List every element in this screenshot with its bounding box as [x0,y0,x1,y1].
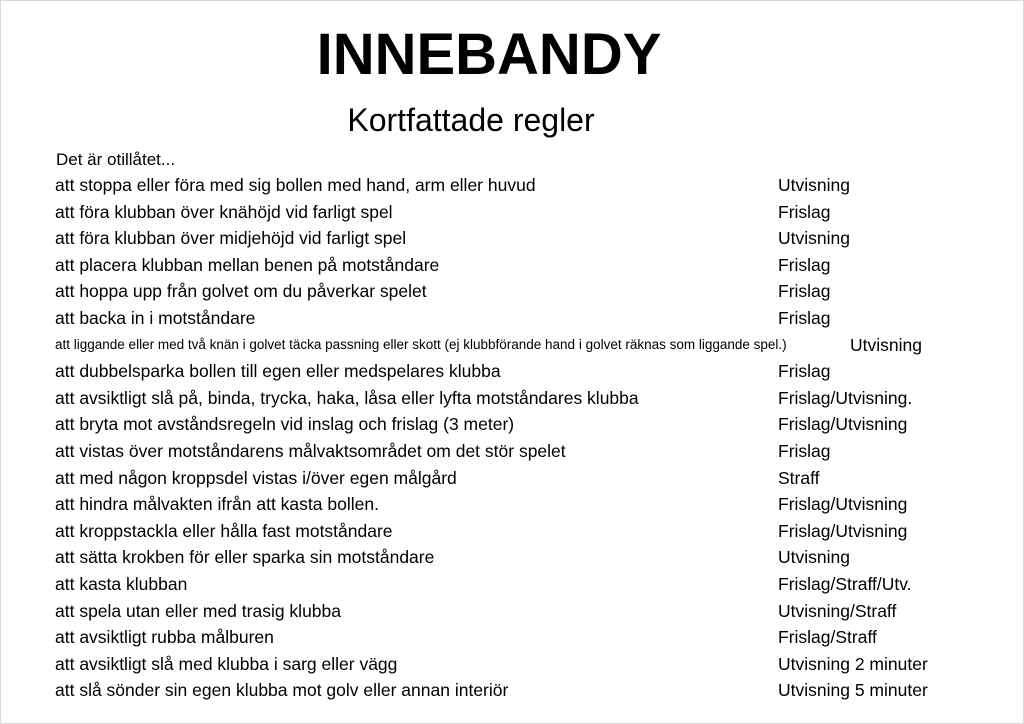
rule-penalty: Frislag [778,361,831,382]
rule-text: att spela utan eller med trasig klubba [55,600,341,621]
rules-list [55,172,975,704]
rule-penalty: Utvisning [778,228,850,249]
rule-text: att avsiktligt slå på, binda, trycka, haka, låsa eller lyfta motståndares klubba [55,387,639,408]
rule-penalty: Frislag/Utvisning. [778,387,913,408]
rule-penalty: Frislag/Straff [778,627,877,648]
rule-text: att sätta krokben för eller sparka sin motståndare [55,547,435,568]
rule-text: att hindra målvakten ifrån att kasta bollen. [55,494,379,515]
rule-text: att med någon kroppsdel vistas i/över egen målgård [55,467,457,488]
page-subtitle: Kortfattade regler [347,102,595,138]
rule-text: att kasta klubban [55,573,188,594]
rule-text: att dubbelsparka bollen till egen eller medspelares klubba [55,361,501,382]
rule-row [55,624,975,651]
rule-penalty: Frislag [778,201,831,222]
rule-penalty: Frislag/Utvisning [778,520,908,541]
rule-row [55,305,975,332]
rule-row [55,358,975,385]
rule-row [55,278,975,305]
rule-penalty: Utvisning [778,175,850,195]
rule-text: att avsiktligt rubba målburen [55,627,274,648]
rule-text: att placera klubban mellan benen på motståndare [55,254,440,275]
rule-text: att liggande eller med två knän i golvet täcka passning eller skott (ej klubbförande hand i golvet räknas som liggande spel.) [55,336,787,352]
rule-row [55,172,975,199]
rule-row [55,544,975,571]
rule-penalty: Straff [778,467,820,488]
rule-text: att avsiktligt slå med klubba i sarg eller vägg [55,653,398,674]
rule-text: att slå sönder sin egen klubba mot golv eller annan interiör [55,680,509,701]
rule-row [55,571,975,598]
rule-text: att vistas över motståndarens målvaktsområdet om det stör spelet [55,440,566,461]
rule-row [55,438,975,465]
rule-text: att kroppstackla eller hålla fast motståndare [55,520,393,541]
rule-row [55,411,975,438]
rule-text: att hoppa upp från golvet om du påverkar spelet [55,281,427,302]
rule-penalty: Frislag [778,281,831,302]
rule-text: att bryta mot avståndsregeln vid inslag och frislag (3 meter) [55,414,515,435]
rule-text: att föra klubban över knähöjd vid farligt spel [55,201,393,222]
intro-text: Det är otillåtet... [56,150,176,169]
rule-penalty: Utvisning [850,334,922,355]
rule-penalty: Frislag/Utvisning [778,494,908,515]
rule-text: att backa in i motståndare [55,307,256,328]
rule-text: att föra klubban över midjehöjd vid farligt spel [55,228,407,249]
rule-penalty: Utvisning/Straff [778,600,897,621]
rule-row [55,491,975,518]
rule-row [55,598,975,625]
rule-row [55,677,975,704]
rule-penalty: Utvisning [778,547,850,568]
rule-penalty: Utvisning 5 minuter [778,680,928,701]
rule-row [55,651,975,678]
rule-row [55,385,975,412]
rule-penalty: Frislag/Utvisning [778,414,908,435]
rule-row [55,332,975,359]
rule-penalty: Frislag [778,440,831,461]
rule-penalty: Frislag/Straff/Utv. [778,573,912,594]
rule-row [55,465,975,492]
page-title: INNEBANDY [316,22,662,87]
rule-text: att stoppa eller föra med sig bollen med hand, arm eller huvud [55,175,536,195]
rule-penalty: Frislag [778,307,831,328]
rule-row [55,252,975,279]
rule-row [55,225,975,252]
rule-row [55,199,975,226]
rule-penalty: Frislag [778,254,831,275]
rule-row [55,518,975,545]
rule-penalty: Utvisning 2 minuter [778,653,928,674]
